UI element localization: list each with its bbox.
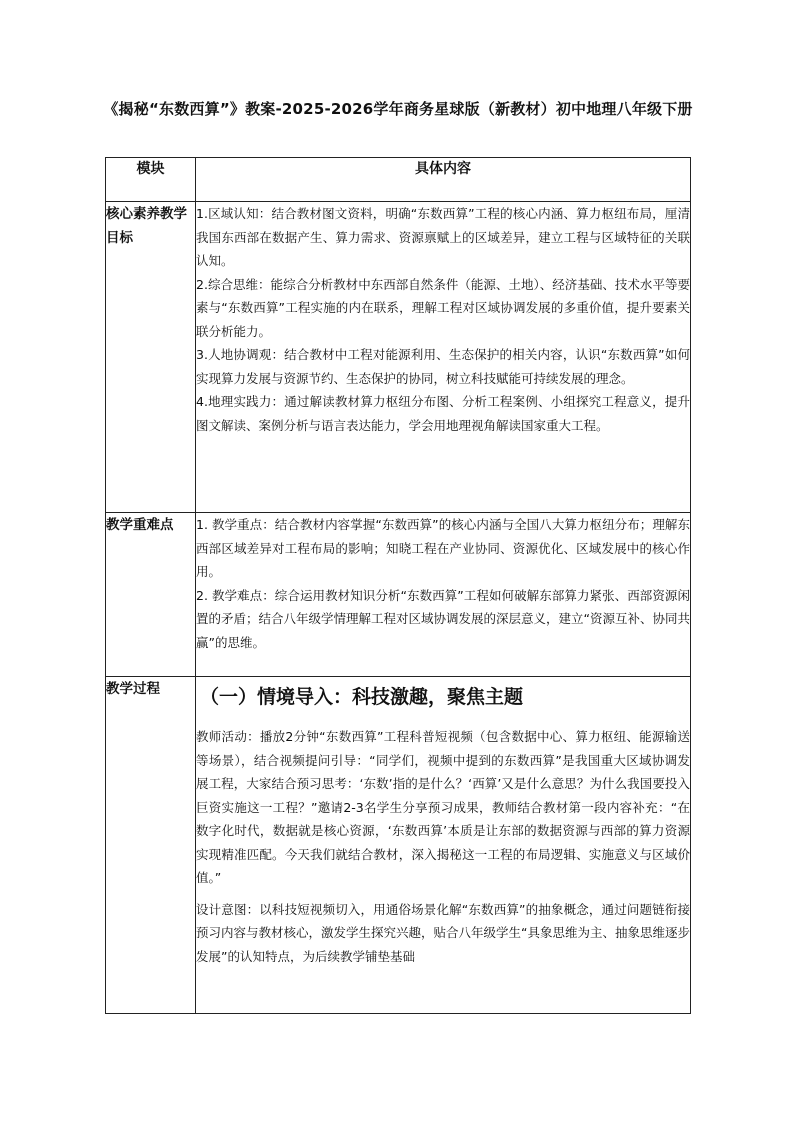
objective-paragraph: 2.综合思维：能综合分析教材中东西部自然条件（能源、土地）、经济基础、技术水平等要素与“东数西算”工程实施的内在联系，理解工程对区域协调发展的多重价值，提升要素关联分析能力。 bbox=[196, 276, 690, 339]
process-paragraph: 教师活动：播放2分钟“东数西算”工程科普短视频（包含数据中心、算力枢纽、能源输送等场景），结合视频提问引导：“同学们，视频中提到的东数西算”是我国重大区域协调发展工程，大家结合预习思考：‘东数’指的是什么？‘西算’又是什么意思？为什么我国要投入巨资实施这一工程？”邀请2-3名学生分享预习成果，教师结合教材第一段内容补充：“在数字化时代，数据就是核心资源，‘东数西算’本质是让东部的数据资源与西部的算力资源实现精准匹配。今天我们就结合教材，深入揭秘这一工程的布局逻辑、实施意义与区域价值。” bbox=[196, 729, 690, 885]
objective-paragraph: 1.区域认知：结合教材图文资料，明确“东数西算”工程的核心内涵、算力枢纽布局，厘清我国东西部在数据产生、算力需求、资源禀赋上的区域差异，建立工程与区域特征的关联认知。 bbox=[196, 206, 690, 268]
section-heading: （一）情境导入：科技激趣，聚焦主题 bbox=[200, 686, 524, 708]
row-label-process: 教学过程 bbox=[106, 677, 196, 1014]
row-content-key-points bbox=[196, 513, 691, 677]
row-label-objectives: 核心素养教学目标 bbox=[106, 202, 196, 513]
row-label-key-points: 教学重难点 bbox=[106, 513, 196, 677]
header-content: 具体内容 bbox=[196, 158, 691, 202]
table-row-process bbox=[106, 677, 691, 1014]
table-header-row bbox=[106, 158, 691, 202]
key-point-paragraph: 2. 教学难点：综合运用教材知识分析“东数西算”工程如何破解东部算力紧张、西部资源闲置的矛盾；结合八年级学情理解工程对区域协调发展的深层意义，建立“资源互补、协同共赢”的思维。 bbox=[196, 587, 690, 650]
key-point-paragraph: 1. 教学重点：结合教材内容掌握“东数西算”的核心内涵与全国八大算力枢纽分布；理解东西部区域差异对工程布局的影响；知晓工程在产业协同、资源优化、区域发展中的核心作用。 bbox=[196, 517, 690, 579]
document-title: 《揭秘“东数西算”》教案-2025-2026学年商务星球版（新教材）初中地理八年级下册 bbox=[103, 100, 693, 118]
objective-paragraph: 4.地理实践力：通过解读教材算力枢纽分布图、分析工程案例、小组探究工程意义，提升图文解读、案例分析与语言表达能力，学会用地理视角解读国家重大工程。 bbox=[196, 394, 690, 433]
row-content-process bbox=[196, 677, 691, 1014]
row-content-objectives bbox=[196, 202, 691, 513]
process-paragraph: 设计意图：以科技短视频切入，用通俗场景化解“东数西算”的抽象概念，通过问题链衔接预习内容与教材核心，激发学生探究兴趣，贴合八年级学生“具象思维为主、抽象思维逐步发展”的认知特点，为后续教学铺垫基础 bbox=[196, 901, 690, 964]
table-row-key-points bbox=[106, 513, 691, 677]
objective-paragraph: 3.人地协调观：结合教材中工程对能源利用、生态保护的相关内容，认识“东数西算”如何实现算力发展与资源节约、生态保护的协同，树立科技赋能可持续发展的理念。 bbox=[196, 347, 690, 386]
table-row-objectives bbox=[106, 202, 691, 513]
lesson-plan-table bbox=[105, 157, 691, 1014]
header-module: 模块 bbox=[106, 158, 196, 202]
